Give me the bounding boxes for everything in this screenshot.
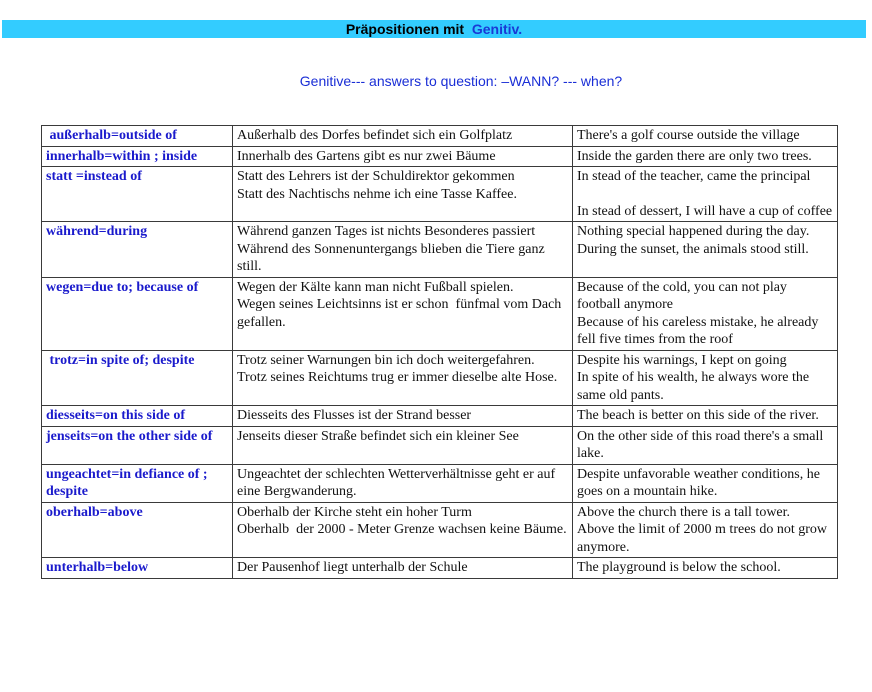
english-sentence: Because of his careless mistake, he already fell five times from the roof <box>577 314 819 347</box>
english-sentence: In spite of his wealth, he always wore the same old pants. <box>577 370 810 403</box>
preposition-cell <box>42 406 233 427</box>
german-example-cell <box>233 464 573 502</box>
table-row <box>42 558 838 579</box>
preposition-cell <box>42 126 233 147</box>
table-row <box>42 406 838 427</box>
prepositions-table <box>41 125 838 579</box>
preposition-cell <box>42 464 233 502</box>
english-translation-cell <box>573 277 838 350</box>
german-sentence: Außerhalb des Dorfes befindet sich ein Golfplatz <box>237 128 513 143</box>
german-example-cell <box>233 146 573 167</box>
table-row <box>42 126 838 147</box>
table-body <box>42 126 838 579</box>
english-sentence: On the other side of this road there's a small lake. <box>577 428 824 461</box>
german-example-cell <box>233 277 573 350</box>
german-example-cell <box>233 558 573 579</box>
german-example-cell <box>233 406 573 427</box>
preposition-label: unterhalb=below <box>46 560 149 575</box>
german-sentence: Oberhalb der Kirche steht ein hoher Turm <box>237 504 472 520</box>
german-sentence: Statt des Nachtischs nehme ich eine Tasse Kaffee. <box>237 186 517 202</box>
english-sentence: Above the church there is a tall tower. <box>577 504 791 520</box>
title-bar <box>2 20 866 38</box>
preposition-label: trotz=in spite of; despite <box>46 352 195 368</box>
table-row <box>42 146 838 167</box>
subtitle: Genitive--- answers to question: –WANN? --- when? <box>299 73 623 89</box>
english-sentence: In stead of dessert, I will have a cup of coffee <box>577 203 833 219</box>
table-row <box>42 426 838 464</box>
german-sentence: Wegen seines Leichtsinns ist er schon fünfmal vom Dach gefallen. <box>237 297 565 330</box>
english-sentence: The playground is below the school. <box>577 560 781 575</box>
english-sentence: Above the limit of 2000 m trees do not grow anymore. <box>577 522 828 555</box>
preposition-label: außerhalb=outside of <box>46 128 177 143</box>
table-row <box>42 167 838 222</box>
german-sentence: Innerhalb des Gartens gibt es nur zwei Bäume <box>237 148 496 164</box>
english-translation-cell <box>573 406 838 427</box>
german-sentence: Während ganzen Tages ist nichts Besonderes passiert <box>237 224 536 239</box>
english-sentence: Inside the garden there are only two trees. <box>577 148 812 164</box>
german-sentence: Der Pausenhof liegt unterhalb der Schule <box>237 560 468 575</box>
german-sentence: Wegen der Kälte kann man nicht Fußball spielen. <box>237 279 514 295</box>
english-translation-cell <box>573 350 838 406</box>
english-translation-cell <box>573 426 838 464</box>
table-row <box>42 464 838 502</box>
preposition-cell <box>42 222 233 278</box>
german-sentence: Diesseits des Flusses ist der Strand besser <box>237 408 472 423</box>
english-sentence: In stead of the teacher, came the principal <box>577 169 811 184</box>
table-row <box>42 222 838 278</box>
page-title-accent: Genitiv. <box>471 21 523 37</box>
preposition-cell <box>42 277 233 350</box>
preposition-cell <box>42 146 233 167</box>
english-translation-cell <box>573 464 838 502</box>
german-example-cell <box>233 167 573 222</box>
preposition-cell <box>42 350 233 406</box>
preposition-label: statt =instead of <box>46 169 142 184</box>
english-sentence: Because of the cold, you can not play football anymore <box>577 279 787 312</box>
preposition-cell <box>42 426 233 464</box>
english-sentence: During the sunset, the animals stood still. <box>577 241 809 257</box>
preposition-label: während=during <box>46 224 148 239</box>
english-translation-cell <box>573 167 838 222</box>
german-example-cell <box>233 350 573 406</box>
page-title: Präpositionen mit <box>345 21 465 37</box>
german-sentence: Trotz seiner Warnungen bin ich doch weitergefahren. <box>237 352 535 368</box>
german-sentence: Jenseits dieser Straße befindet sich ein kleiner See <box>237 428 519 444</box>
english-sentence: Nothing special happened during the day. <box>577 224 810 239</box>
german-sentence: Oberhalb der 2000 - Meter Grenze wachsen keine Bäume. <box>237 522 567 537</box>
english-sentence: There's a golf course outside the village <box>577 128 800 143</box>
preposition-cell <box>42 558 233 579</box>
german-example-cell <box>233 426 573 464</box>
english-translation-cell <box>573 126 838 147</box>
preposition-cell <box>42 502 233 558</box>
preposition-label: jenseits=on the other side of <box>46 428 213 444</box>
preposition-label: innerhalb=within ; inside <box>46 148 198 164</box>
english-translation-cell <box>573 222 838 278</box>
english-sentence: Despite his warnings, I kept on going <box>577 352 787 368</box>
english-sentence: Despite unfavorable weather conditions, he goes on a mountain hike. <box>577 466 820 499</box>
german-example-cell <box>233 222 573 278</box>
german-sentence: Statt des Lehrers ist der Schuldirektor gekommen <box>237 169 515 184</box>
table-row <box>42 502 838 558</box>
english-translation-cell <box>573 558 838 579</box>
preposition-label: ungeachtet=in defiance of ; despite <box>46 466 212 499</box>
english-translation-cell <box>573 146 838 167</box>
preposition-cell <box>42 167 233 222</box>
german-example-cell <box>233 126 573 147</box>
german-sentence: Während des Sonnenuntergangs blieben die Tiere ganz still. <box>237 241 549 274</box>
preposition-label: wegen=due to; because of <box>46 279 199 295</box>
german-sentence: Ungeachtet der schlechten Wetterverhältnisse geht er auf eine Bergwanderung. <box>237 466 559 499</box>
table-row <box>42 350 838 406</box>
german-example-cell <box>233 502 573 558</box>
english-translation-cell <box>573 502 838 558</box>
preposition-label: diesseits=on this side of <box>46 408 186 423</box>
german-sentence: Trotz seines Reichtums trug er immer dieselbe alte Hose. <box>237 370 558 385</box>
table-row <box>42 277 838 350</box>
english-sentence: The beach is better on this side of the river. <box>577 408 819 423</box>
preposition-label: oberhalb=above <box>46 504 143 520</box>
